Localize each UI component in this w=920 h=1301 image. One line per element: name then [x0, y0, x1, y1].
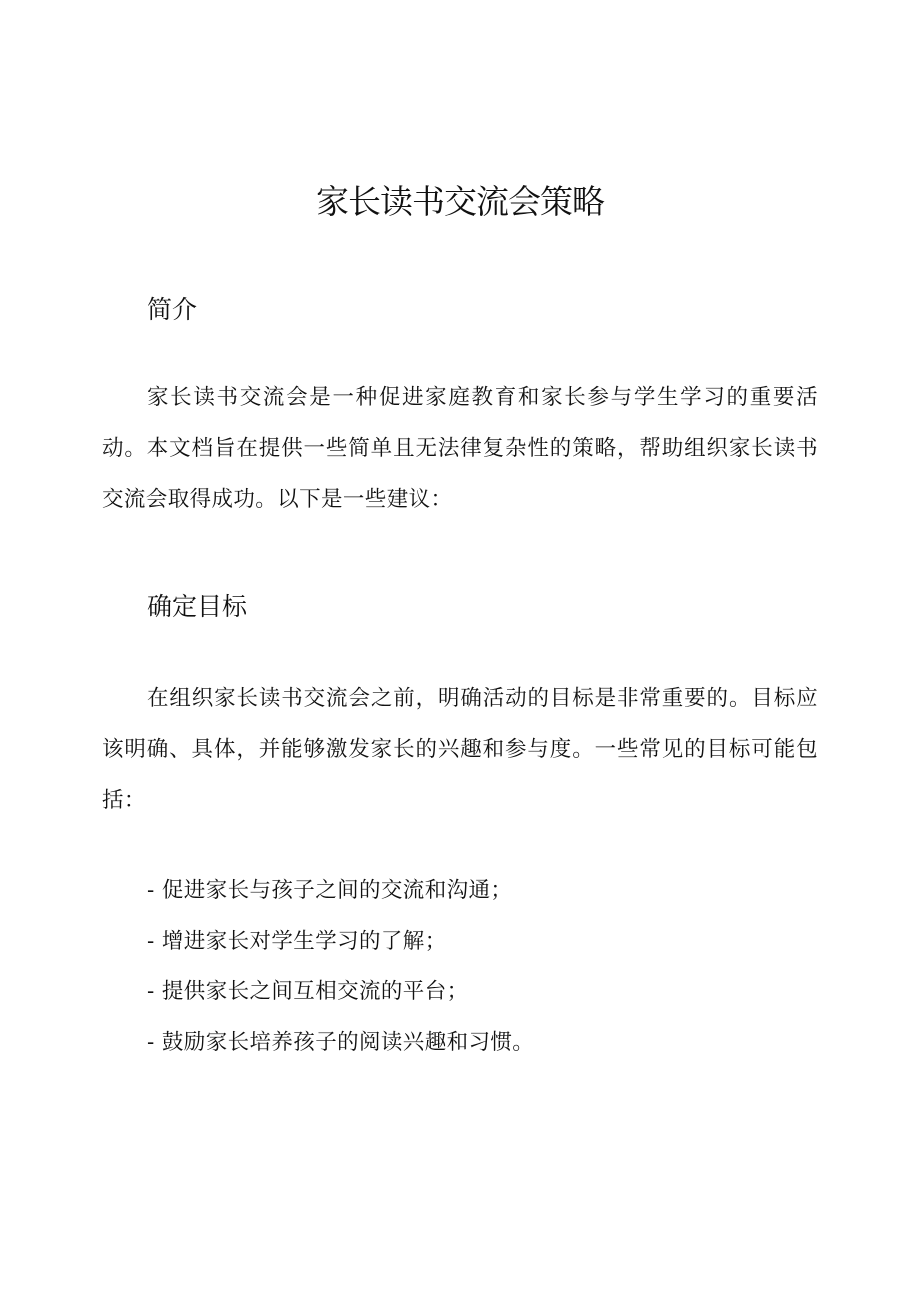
section-heading-intro: 简介	[147, 295, 198, 324]
list-item: - 鼓励家长培养孩子的阅读兴趣和习惯。	[147, 1029, 535, 1055]
section-paragraph-goals: 在组织家长读书交流会之前，明确活动的目标是非常重要的。目标应该明确、具体，并能够激发家长的兴趣和参与度。一些常见的目标可能包括：	[102, 686, 818, 813]
section-paragraph-intro: 家长读书交流会是一种促进家庭教育和家长参与学生学习的重要活动。本文档旨在提供一些简单且无法律复杂性的策略，帮助组织家长读书交流会取得成功。以下是一些建议：	[102, 385, 818, 512]
section-heading-goals: 确定目标	[147, 592, 248, 621]
goals-list	[147, 866, 534, 1068]
list-item: - 增进家长对学生学习的了解；	[147, 928, 447, 954]
document-title: 家长读书交流会策略	[316, 182, 604, 221]
list-item: - 促进家长与孩子之间的交流和沟通；	[147, 878, 513, 903]
list-item: - 提供家长之间互相交流的平台；	[147, 979, 469, 1004]
